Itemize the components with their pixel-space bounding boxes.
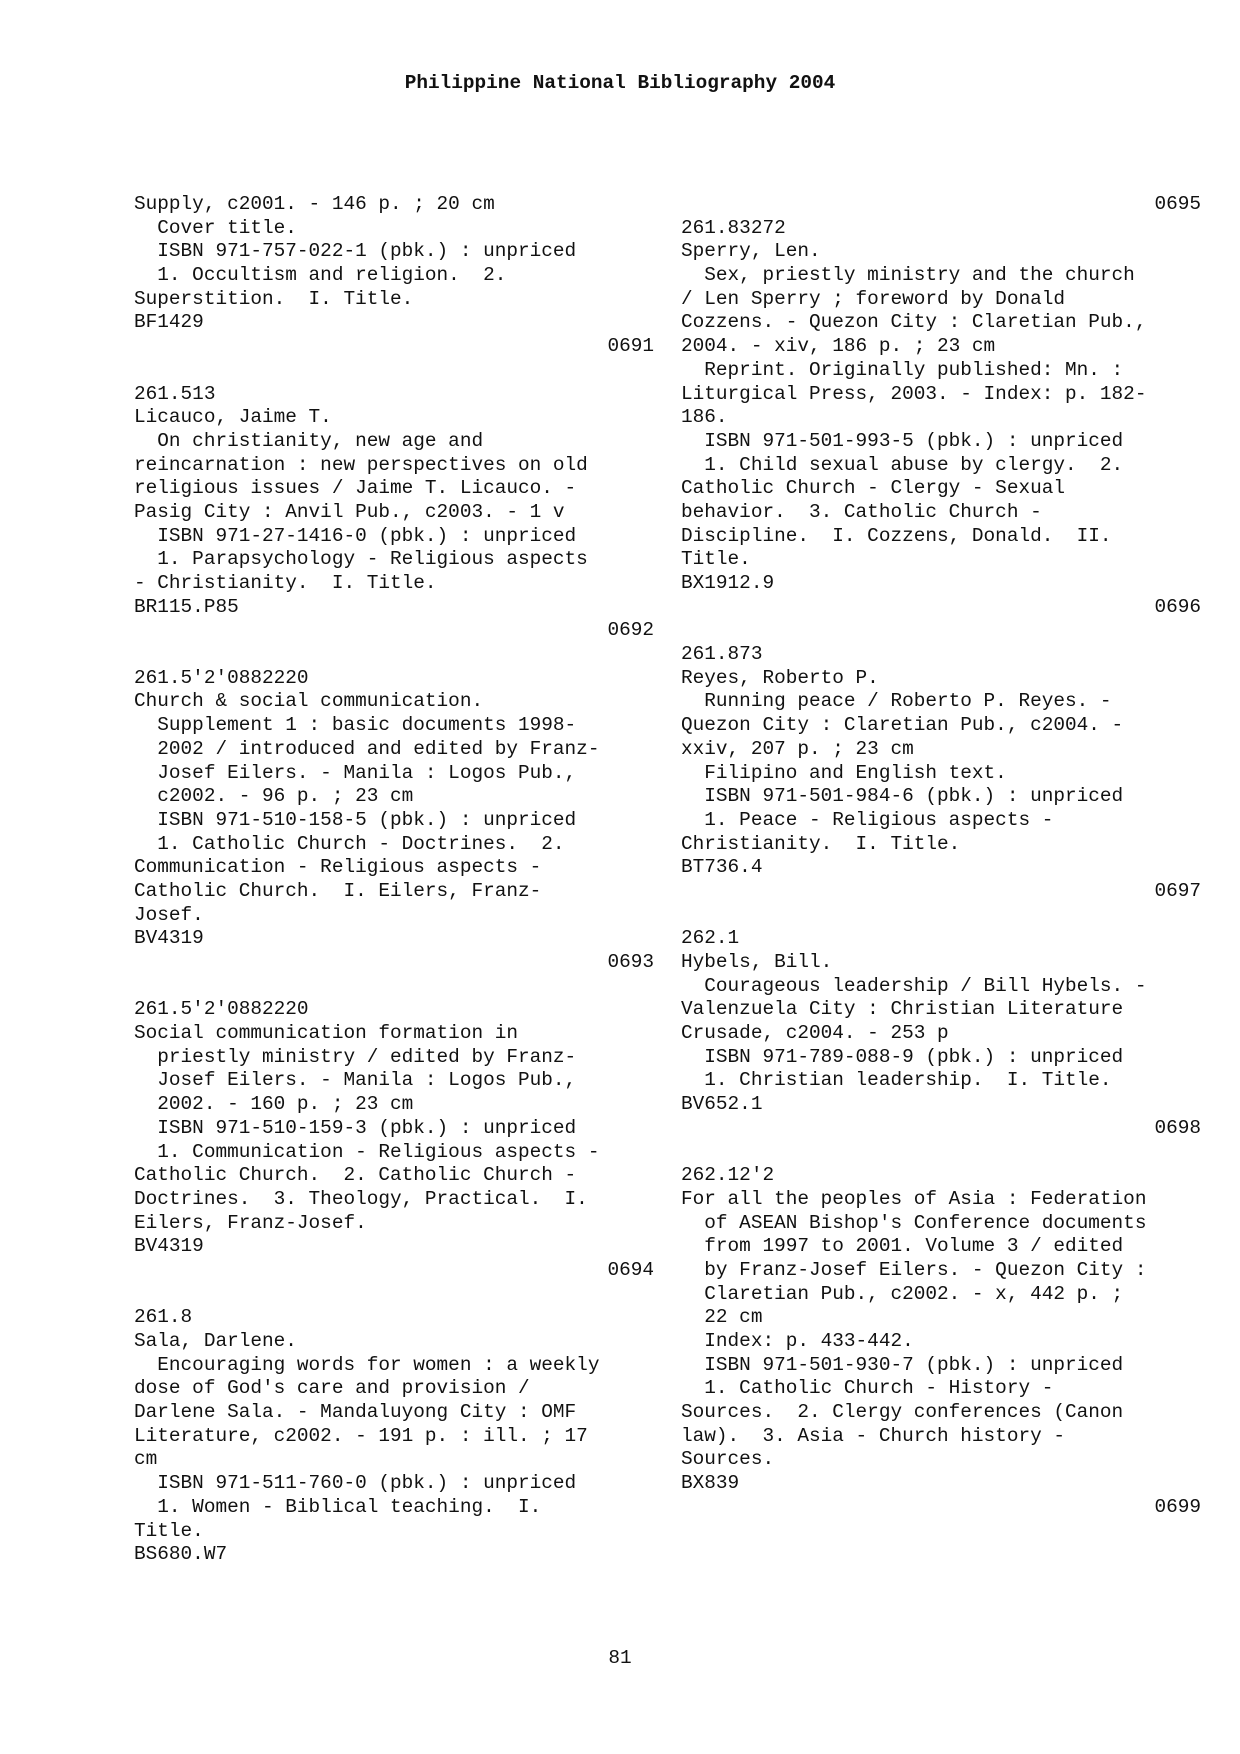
- entry-line: ISBN 971-789-088-9 (pbk.) : unpriced: [681, 1045, 1124, 1068]
- entry-line: Josef Eilers. - Manila : Logos Pub.,: [134, 1069, 577, 1092]
- entry-line: Supply, c2001. - 146 p. ; 20 cm: [134, 193, 495, 215]
- entry-separator: [134, 975, 654, 999]
- entry-line: BF1429: [134, 311, 204, 334]
- entry-number: 0693: [607, 951, 654, 973]
- entry-line: Catholic Church - Clergy - Sexual: [681, 477, 1065, 500]
- entry-line: by Franz-Josef Eilers. - Quezon City :: [681, 1258, 1147, 1281]
- entry-line: Social communication formation in: [134, 1022, 518, 1045]
- entry-line: 262.1: [681, 927, 740, 950]
- entry-line: Title.: [134, 1519, 204, 1542]
- entry-line: 262.12'2: [681, 1164, 775, 1187]
- entry-line: behavior. 3. Catholic Church -: [681, 500, 1042, 523]
- entry-line: Encouraging words for women : a weekly: [134, 1353, 600, 1376]
- entry-line: Darlene Sala. - Mandaluyong City : OMF: [134, 1401, 577, 1424]
- entry-line: BT736.4: [681, 856, 763, 879]
- entry-line: Literature, c2002. - 191 p. : ill. ; 17: [134, 1424, 588, 1447]
- entry-line: 261.513: [134, 382, 216, 405]
- entry-line: ISBN 971-510-159-3 (pbk.) : unpriced: [134, 1116, 577, 1139]
- entry-line: BX839: [681, 1472, 740, 1495]
- entry-line: Catholic Church. I. Eilers, Franz-: [134, 879, 542, 902]
- entry-number: 0694: [607, 1258, 654, 1281]
- entry-separator: [681, 1141, 1201, 1165]
- page-title: Philippine National Bibliography 2004: [404, 72, 836, 94]
- entry-line: ISBN 971-511-760-0 (pbk.) : unpriced: [134, 1472, 577, 1495]
- entry-line: Reyes, Roberto P.: [681, 666, 879, 689]
- entry-line: dose of God's care and provision /: [134, 1377, 530, 1400]
- entry-line: Running peace / Roberto P. Reyes. -: [681, 690, 1112, 713]
- entry-line: Supplement 1 : basic documents 1998-: [134, 714, 577, 737]
- entry-line: BS680.W7: [134, 1543, 228, 1566]
- entry-line: Index: p. 433-442.: [681, 1330, 914, 1352]
- entry-separator: [134, 643, 654, 667]
- entry-line: Crusade, c2004. - 253 p: [681, 1022, 949, 1045]
- entry-line: 1. Catholic Church - Doctrines. 2.: [134, 832, 565, 855]
- entry-number: 0697: [1154, 879, 1201, 902]
- entry-line: ISBN 971-501-930-7 (pbk.) : unpriced: [681, 1353, 1124, 1376]
- entry-line: 1. Catholic Church - History -: [681, 1377, 1054, 1400]
- entry-line: Discipline. I. Cozzens, Donald. II.: [681, 524, 1112, 547]
- entry-line: On christianity, new age and: [134, 429, 484, 452]
- entry-line: Filipino and English text.: [681, 761, 1007, 784]
- entry-line: 261.5'2'0882220: [134, 666, 309, 689]
- entry-line: 1. Christian leadership. I. Title.: [681, 1069, 1112, 1092]
- entry-line: Liturgical Press, 2003. - Index: p. 182-: [681, 382, 1147, 405]
- entry-line: Valenzuela City : Christian Literature: [681, 998, 1124, 1021]
- entry-number: 0699: [1154, 1495, 1201, 1518]
- entry-line: / Len Sperry ; foreword by Donald: [681, 287, 1065, 310]
- entry-line: ISBN 971-501-984-6 (pbk.) : unpriced: [681, 785, 1124, 808]
- entry-separator: [134, 359, 654, 383]
- entry-line: Catholic Church. 2. Catholic Church -: [134, 1164, 577, 1187]
- entry-separator: [134, 1283, 654, 1307]
- entry-number: 0691: [607, 335, 654, 358]
- entry-line: Christianity. I. Title.: [681, 832, 961, 855]
- entry-separator: [681, 619, 1201, 643]
- entry-line: Hybels, Bill.: [681, 951, 833, 973]
- entry-line: 1. Women - Biblical teaching. I.: [134, 1495, 542, 1518]
- entry-line: Licauco, Jaime T.: [134, 406, 332, 429]
- entry-line: Claretian Pub., c2002. - x, 442 p. ;: [681, 1282, 1124, 1305]
- entry-line: 2002. - 160 p. ; 23 cm: [134, 1093, 414, 1116]
- entry-line: 1. Child sexual abuse by clergy. 2.: [681, 453, 1124, 476]
- entry-line: law). 3. Asia - Church history -: [681, 1424, 1065, 1447]
- entry-line: BV4319: [134, 927, 204, 950]
- entry-number: 0692: [607, 619, 654, 642]
- entry-line: priestly ministry / edited by Franz-: [134, 1045, 577, 1068]
- entry-line: c2002. - 96 p. ; 23 cm: [134, 785, 414, 808]
- entry-line: 261.873: [681, 643, 763, 666]
- entry-separator: [681, 904, 1201, 928]
- entry-line: BR115.P85: [134, 595, 239, 618]
- entry-number: 0695: [1154, 193, 1201, 215]
- entry-line: - Christianity. I. Title.: [134, 572, 437, 594]
- entry-line: Quezon City : Claretian Pub., c2004. -: [681, 714, 1124, 737]
- entry-line: Cover title.: [134, 216, 297, 239]
- entry-line: 186.: [681, 406, 728, 429]
- entry-line: Sources. 2. Clergy conferences (Canon: [681, 1401, 1124, 1424]
- entry-number: 0696: [1154, 595, 1201, 618]
- entry-line: ISBN 971-510-158-5 (pbk.) : unpriced: [134, 808, 577, 831]
- entry-line: Doctrines. 3. Theology, Practical. I.: [134, 1187, 588, 1210]
- entry-line: Reprint. Originally published: Mn. :: [681, 358, 1124, 381]
- entry-line: 22 cm: [681, 1306, 763, 1329]
- entry-line: 261.83272: [681, 216, 786, 239]
- entry-line: from 1997 to 2001. Volume 3 / edited: [681, 1235, 1124, 1258]
- right-column: [681, 193, 1201, 1520]
- entry-line: For all the peoples of Asia : Federation: [681, 1187, 1147, 1210]
- entry-number: 0698: [1154, 1116, 1201, 1139]
- entry-line: ISBN 971-757-022-1 (pbk.) : unpriced: [134, 240, 577, 263]
- entry-line: ISBN 971-27-1416-0 (pbk.) : unpriced: [134, 524, 577, 547]
- entry-line: BV4319: [134, 1235, 204, 1258]
- entry-line: 1. Parapsychology - Religious aspects: [134, 548, 588, 571]
- entry-line: ISBN 971-501-993-5 (pbk.) : unpriced: [681, 429, 1124, 452]
- entry-line: cm: [134, 1448, 158, 1471]
- entry-line: BX1912.9: [681, 572, 775, 594]
- entry-line: Courageous leadership / Bill Hybels. -: [681, 974, 1147, 997]
- entry-line: Sala, Darlene.: [134, 1330, 297, 1352]
- entry-line: Title.: [681, 548, 751, 571]
- entry-line: Eilers, Franz-Josef.: [134, 1211, 367, 1234]
- entry-line: of ASEAN Bishop's Conference documents: [681, 1211, 1147, 1234]
- entry-line: Josef.: [134, 903, 204, 926]
- entry-line: 2004. - xiv, 186 p. ; 23 cm: [681, 335, 996, 358]
- entry-line: Pasig City : Anvil Pub., c2003. - 1 v: [134, 500, 565, 523]
- entry-line: Sex, priestly ministry and the church: [681, 264, 1135, 287]
- entry-line: Cozzens. - Quezon City : Claretian Pub.,: [681, 311, 1147, 334]
- page-number: 81: [608, 1647, 632, 1669]
- entry-line: 2002 / introduced and edited by Franz-: [134, 737, 600, 760]
- entry-line: Sperry, Len.: [681, 240, 821, 263]
- entry-line: 1. Communication - Religious aspects -: [134, 1140, 600, 1163]
- entry-line: 261.8: [134, 1306, 193, 1329]
- left-column: [134, 193, 654, 1567]
- entry-line: 1. Occultism and religion. 2.: [134, 264, 507, 287]
- entry-line: xxiv, 207 p. ; 23 cm: [681, 737, 914, 760]
- entry-line: reincarnation : new perspectives on old: [134, 453, 588, 476]
- entry-line: 261.5'2'0882220: [134, 998, 309, 1021]
- entry-line: Superstition. I. Title.: [134, 287, 414, 310]
- entry-line: 1. Peace - Religious aspects -: [681, 808, 1054, 831]
- entry-line: Communication - Religious aspects -: [134, 856, 542, 879]
- entry-line: religious issues / Jaime T. Licauco. -: [134, 477, 577, 500]
- entry-line: Sources.: [681, 1448, 775, 1471]
- entry-line: Josef Eilers. - Manila : Logos Pub.,: [134, 761, 577, 784]
- entry-line: BV652.1: [681, 1093, 763, 1116]
- entry-line: Church & social communication.: [134, 690, 484, 713]
